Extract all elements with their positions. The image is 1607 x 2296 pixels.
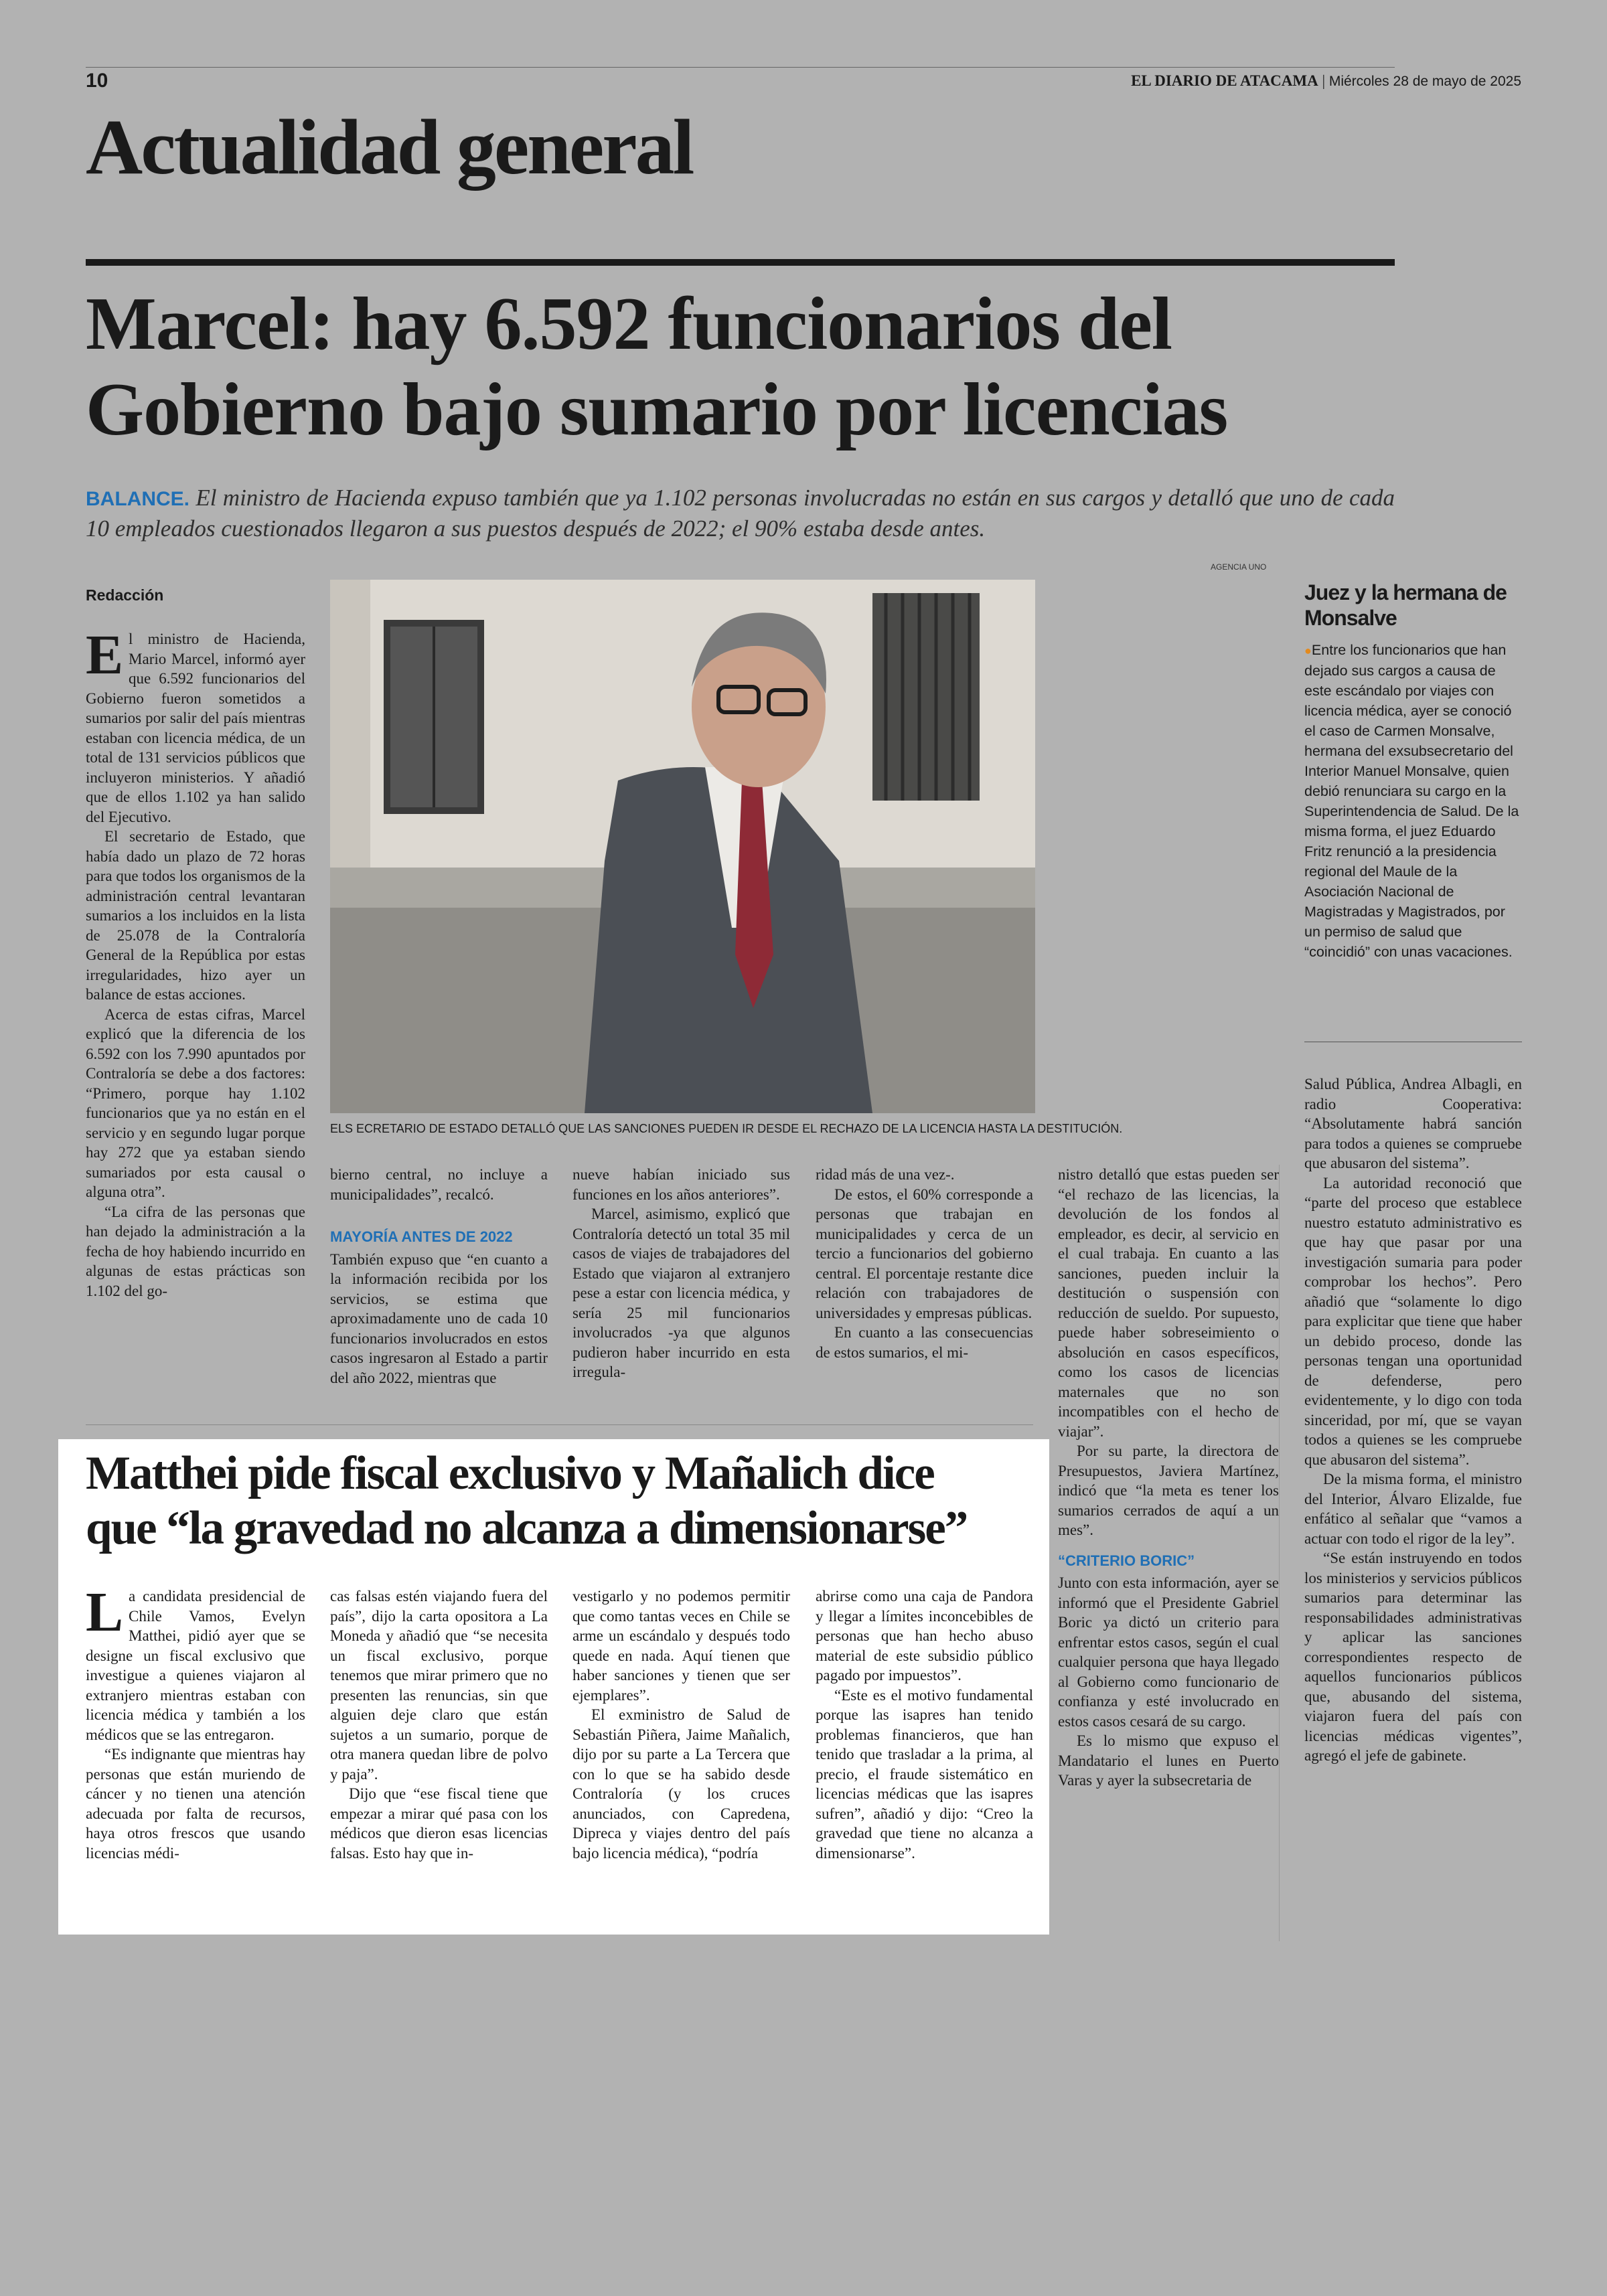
page-number: 10 [86,70,108,92]
main-col5-p4: Es lo mismo que expuso el Mandatario el lunes en Puerto Varas y ayer la subsecretaria de [1058,1732,1279,1789]
main-col1-p4: “La cifra de las personas que han dejado la administración a la fecha de hoy habiendo incurrido en algunas de estas prácticas son 1.102 del go- [86,1203,305,1299]
main-col2-p2: También expuso que “en cuanto a la información recibida por los servicios, se estima que aproximadamente uno de cada 10 funcionarios involucrados en estos casos ingresaron al Estado a partir del año 2022, mientras que [330,1250,548,1386]
masthead: EL DIARIO DE ATACAMA [1131,72,1318,89]
dropcap-e: E [86,624,124,686]
second-col1-p1-text: a candidata presidencial de Chile Vamos, Evelyn Matthei, pidió ayer que se designe un fiscal exclusivo que investigue a quienes viajaron al extranjero mientras estaban con licencia médica y también a los médicos que se las entregaron. [86,1588,305,1743]
sidebar-body [1304,640,1522,962]
second-col3-p1: vestigarlo y no podemos permitir que como tantas veces en Chile se arme un escándalo y después todo quede en nada. Aquí tienen que haber sanciones y tienen que ser ejemplares”. [572,1588,790,1704]
main-col6-p1: Salud Pública, Andrea Albagli, en radio Cooperativa: “Absolutamente habrá sanción para todos a quienes se compruebe que abusaron del sistema”. [1304,1076,1522,1171]
main-col3-p2: Marcel, asimismo, explicó que Contraloría detectó un total 35 mil casos de viajes de trabajadores del Estado que viajaron al extranjero pese a estar con licencia médica, y sería 25 mil funcionarios involucrados -ya que algunos pudieron haber incurrido en esta irregula- [572,1206,790,1380]
deck-text: El ministro de Hacienda expuso también que ya 1.102 personas involucradas no están en sus cargos y detalló que uno de cada 10 empleados cuestionados llegaron a sus puestos después de 2022; el 90% estaba desde antes. [86,485,1395,542]
second-headline-line1: Matthei pide fiscal exclusivo y Mañalich dice [86,1447,934,1499]
second-headline-line2: que “la gravedad no alcanza a dimensionarse” [86,1502,968,1554]
photo-mario-marcel [330,580,1035,1113]
dropcap-l: L [86,1581,124,1643]
byline: Redacción [86,586,164,604]
main-col-3 [572,1165,790,1382]
main-col-1 [86,624,305,1301]
sidebar-bullet-icon: ● [1304,644,1312,657]
second-col-4 [816,1586,1033,1863]
main-headline-line1: Marcel: hay 6.592 funcionarios del [86,282,1172,365]
main-headline-line2: Gobierno bajo sumario por licencias [86,368,1228,451]
second-col4-p2: “Este es el motivo fundamental porque las isapres han tenido problemas financieros, que han tenido que trasladar a la prima, al precio, el fraude sistemático en licencias médicas que las isapres sufren”, añadió y dijo: “Creo la gravedad que tiene no alcanza a dimensionarse”. [816,1686,1033,1862]
main-col1-p1 [86,624,305,827]
story-divider [86,1424,1033,1425]
sidebar [1304,580,1522,962]
deck [86,483,1395,544]
second-col3-p2: El exministro de Salud de Sebastián Piñera, Jaime Mañalich, dijo por su parte a La Tercera que con lo que se ha sabido desde Contraloría (y los cruces anunciados, con Capredena, Dipreca y viajes dentro del país bajo licencia médica), “podría [572,1706,790,1862]
second-col4-p1: abrirse como una caja de Pandora y llegar a límites inconcebibles de personas que han hecho abuso material de este subsidio público pagado por impuestos”. [816,1588,1033,1684]
section-title: Actualidad general [86,103,693,191]
column-rule [1279,1165,1280,1941]
issue-date: Miércoles 28 de mayo de 2025 [1328,74,1521,89]
section-rule [86,259,1395,266]
main-col-6 [1304,1074,1522,1766]
sidebar-title: Juez y la hermana de Monsalve [1304,580,1507,630]
photo-illustration [330,580,1035,1113]
main-col4-p3: En cuanto a las consecuencias de estos sumarios, el mi- [816,1324,1033,1361]
masthead-separator: | [1322,72,1329,89]
second-col2-p1: cas falsas estén viajando fuera del país”, dijo la carta opositora a La Moneda y añadió que “se necesita un fiscal exclusivo, porque tenemos que mirar primero que no presenten las renuncias, sin que alguien deje claro que están sujetos a un sumario, porque de otra manera quedan libre de polvo y paja”. [330,1588,548,1783]
second-col1-p2: “Es indignante que mientras hay personas que están muriendo de cáncer y no tienen una atención adecuada por falta de recursos, haya otros frescos que usando licencias médi- [86,1746,305,1862]
main-col1-p2: El secretario de Estado, que había dado un plazo de 72 horas para que todos los organismos de la administración central levantaran sumarios a los incluidos en la lista de 25.078 de la Contraloría General de la República por estas irregularidades, hizo ayer un balance de estas acciones. [86,828,305,1003]
deck-kicker: BALANCE. [86,488,189,510]
main-col-4 [816,1165,1033,1362]
second-col-3 [572,1586,790,1863]
header-rule [86,67,1395,68]
main-col5-p1: nistro detalló que estas pueden ser “el rechazo de las licencias, la devolución de los fondos al empleador, es decir, al servicio en el cual trabaja. En cuanto a las sanciones, pueden incluir la destitución o suspensión con reducción de sueldo. Por supuesto, puede haber sobreseimiento o absolución en casos específicos, como los casos de licencias maternales que no son incompatibles con el hecho de viajar”. [1058,1166,1279,1440]
main-col4-p2: De estos, el 60% corresponde a personas que trabajan en municipalidades y cerca de un tercio a funcionarios del gobierno central. El porcentaje restante dice relación con trabajadores de universidades y empresas públicas. [816,1185,1033,1321]
main-col6-p3: De la misma forma, el ministro del Interior, Álvaro Elizalde, fue enfático al señalar que “vamos a actuar con todo el rigor de la ley”. [1304,1471,1522,1547]
main-col5-subhead: “CRITERIO BORIC” [1058,1552,1195,1569]
masthead-date [1131,72,1521,90]
main-col5-p2: Por su parte, la directora de Presupuestos, Javiera Martínez, indicó que “la meta es tener los sumarios cerrados de aquí a un mes”. [1058,1443,1279,1538]
main-col2-subhead: MAYORÍA ANTES DE 2022 [330,1228,513,1245]
second-col2-p2: Dijo que “ese fiscal tiene que empezar a mirar qué pasa con los médicos que dieron esas licencias falsas. Esto hay que in- [330,1785,548,1862]
main-headline [86,281,1425,453]
main-col5-p3: Junto con esta información, ayer se informó que el Presidente Gabriel Boric ya dictó un criterio para enfrentar estos casos, según el cual cualquier persona que haya llegado al Gobierno como funcionario de confianza y esté involucrado en estos casos cesará de su cargo. [1058,1574,1279,1730]
main-col1-p1-text: l ministro de Hacienda, Mario Marcel, informó ayer que 6.592 funcionarios del Gobierno fueron sometidos a sumarios por salir del país mientras estaban con licencia médica, de un total de 131 servicios públicos que incluyeron ministerios. Y añadió que de ellos 1.102 ya han salido del Ejecutivo. [86,631,305,825]
second-col1-p1 [86,1581,305,1744]
main-col-2 [330,1165,548,1388]
second-col-2 [330,1586,548,1863]
sidebar-body-text: Entre los funcionarios que han dejado sus cargos a causa de este escándalo por viajes con licencia médica, ayer se conoció el caso de Carmen Monsalve, hermana del exsubsecretario del Interior Manuel Monsalve, quien debió renunciara su cargo en la Superintendencia de Salud. De la misma forma, el juez Eduardo Fritz renunció a la presidencia regional del Maule de la Asociación Nacional de Magistradas y Magistrados, por un permiso de salud que “coincidió” con unas vacaciones. [1304,642,1519,960]
photo-credit: AGENCIA UNO [1211,562,1267,572]
main-col-5 [1058,1165,1279,1791]
main-col6-p2: La autoridad reconoció que “parte del proceso que establece nuestro estatuto administrativo es que hay que pasar por una investigación sumaria para poder comprobar los hechos”. Pero añadió que “solamente lo digo para explicitar que tiene que haber un debido proceso, donde las personas tengan una oportunidad de defenderse, pero evidentemente, y lo digo con toda sinceridad, por mí, que se vayan todos a quienes se les compruebe que abusaron del sistema”. [1304,1174,1522,1468]
photo-caption: ELS ECRETARIO DE ESTADO DETALLÓ QUE LAS SANCIONES PUEDEN IR DESDE EL RECHAZO DE LA LICENCIA HASTA LA DESTITUCIÓN. [330,1122,1123,1135]
main-col1-p3: Acerca de estas cifras, Marcel explicó que la diferencia de los 6.592 con los 7.990 apuntados por Contraloría se debe a dos factores: “Primero, porque hay 1.102 funcionarios que ya no están en el servicio y en segundo lugar porque hay 272 que ya estaban siendo sumariados por esta causal o alguna otra”. [86,1005,305,1200]
main-col2-p1: bierno central, no incluye a municipalidades”, recalcó. [330,1166,548,1203]
main-col6-p4: “Se están instruyendo en todos los ministerios y servicios públicos sumarios para determinar las responsabilidades administrativas y aplicar las sanciones correspondientes respecto de aquellos funcionarios públicos que, abusando del sistema, viajaron fuera del país con licencias médicas vigentes”, agregó el jefe de gabinete. [1304,1550,1522,1764]
main-col4-p1: ridad más de una vez-. [816,1166,955,1183]
second-headline [86,1446,1037,1556]
second-col-1 [86,1581,305,1863]
main-col3-p1: nueve habían iniciado sus funciones en los años anteriores”. [572,1166,790,1203]
